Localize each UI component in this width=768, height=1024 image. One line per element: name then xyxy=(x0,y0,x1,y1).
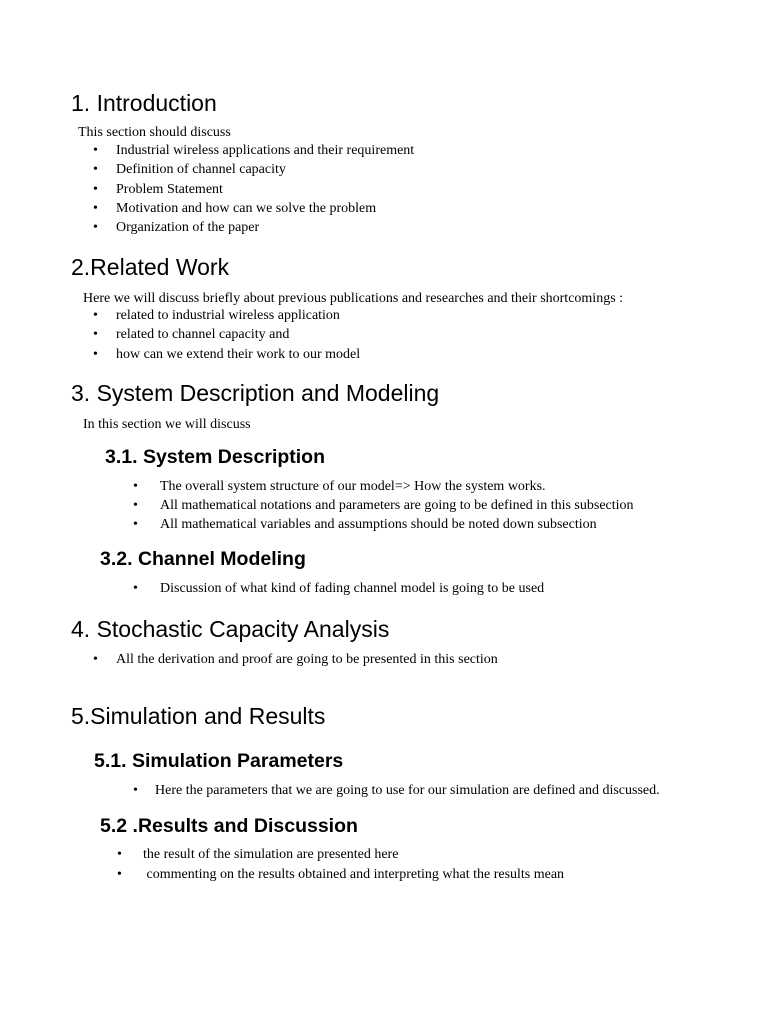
list-item: how can we extend their work to our model xyxy=(116,347,361,362)
bullet-icon: • xyxy=(93,220,98,235)
list-item: the result of the simulation are presented here xyxy=(143,847,399,862)
bullet-icon: • xyxy=(93,308,98,323)
bullet-icon: • xyxy=(93,143,98,158)
bullet-icon: • xyxy=(93,327,98,342)
list-item: Problem Statement xyxy=(116,182,223,197)
section-2-intro: Here we will discuss briefly about previous publications and researches and their shortcomings : xyxy=(83,291,624,306)
bullet-icon: • xyxy=(117,847,122,862)
section-3-heading: 3. System Description and Modeling xyxy=(71,380,440,406)
section-1-heading: 1. Introduction xyxy=(71,90,217,116)
list-item: Definition of channel capacity xyxy=(116,162,286,177)
list-item: Here the parameters that we are going to use for our simulation are defined and discussed. xyxy=(155,783,660,798)
bullet-icon: • xyxy=(93,182,98,197)
subsection-5-1-heading: 5.1. Simulation Parameters xyxy=(94,750,344,772)
list-item: Motivation and how can we solve the problem xyxy=(116,201,377,216)
bullet-icon: • xyxy=(93,347,98,362)
section-5-heading: 5.Simulation and Results xyxy=(71,703,326,729)
list-item: All mathematical notations and parameters are going to be defined in this subsection xyxy=(160,498,634,513)
list-item: related to industrial wireless application xyxy=(116,308,340,323)
list-item: All the derivation and proof are going to be presented in this section xyxy=(116,652,498,667)
section-3-intro: In this section we will discuss xyxy=(83,417,251,432)
list-item: commenting on the results obtained and interpreting what the results mean xyxy=(143,867,565,882)
section-4-heading: 4. Stochastic Capacity Analysis xyxy=(71,616,390,642)
list-item: All mathematical variables and assumptions should be noted down subsection xyxy=(160,517,597,532)
bullet-icon: • xyxy=(117,867,122,882)
bullet-icon: • xyxy=(133,783,138,798)
bullet-icon: • xyxy=(133,479,138,494)
list-item: Industrial wireless applications and their requirement xyxy=(116,143,415,158)
list-item: related to channel capacity and xyxy=(116,327,290,342)
section-1-intro: This section should discuss xyxy=(78,125,231,140)
subsection-3-2-heading: 3.2. Channel Modeling xyxy=(100,548,306,570)
list-item: Organization of the paper xyxy=(116,220,260,235)
bullet-icon: • xyxy=(133,517,138,532)
bullet-icon: • xyxy=(93,652,98,667)
subsection-3-1-heading: 3.1. System Description xyxy=(105,446,326,468)
bullet-icon: • xyxy=(93,162,98,177)
bullet-icon: • xyxy=(133,581,138,596)
list-item: The overall system structure of our model=> How the system works. xyxy=(160,479,546,494)
section-2-heading: 2.Related Work xyxy=(71,254,230,280)
bullet-icon: • xyxy=(133,498,138,513)
subsection-5-2-heading: 5.2 .Results and Discussion xyxy=(100,815,358,837)
bullet-icon: • xyxy=(93,201,98,216)
list-item: Discussion of what kind of fading channel model is going to be used xyxy=(160,581,545,596)
